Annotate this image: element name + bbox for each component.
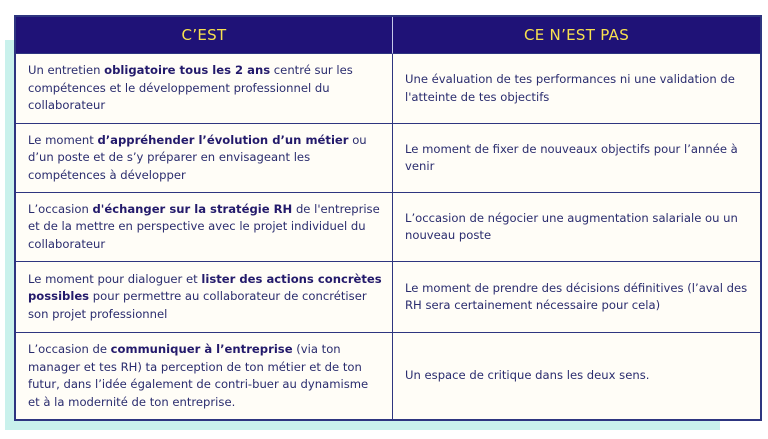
emphasis: communiquer à l’entreprise <box>110 342 293 356</box>
emphasis: d’appréhender l’évolution d’un métier <box>97 132 349 147</box>
comparison-table <box>14 15 762 421</box>
ce-nest-pas-cell-4: Le moment de prendre des décisions définitives (l’aval des RH sera certainement nécessaire pour cela) <box>393 262 760 333</box>
emphasis: d'échanger sur la stratégie RH <box>92 201 293 216</box>
emphasis: obligatoire tous les 2 ans <box>104 63 271 78</box>
cest-cell-1: Un entretien obligatoire tous les 2 ans centré sur les compétences et le développement professionnel du collaborateur <box>16 54 393 124</box>
ce-nest-pas-cell-3: L’occasion de négocier une augmentation salariale ou un nouveau poste <box>393 193 760 262</box>
header-ce-nest-pas: CE N’EST PAS <box>393 17 760 54</box>
ce-nest-pas-cell-2: Le moment de fixer de nouveaux objectifs pour l’année à venir <box>393 124 760 193</box>
cest-cell-2: Le moment d’appréhender l’évolution d’un métier ou d’un poste et de s’y préparer en envisageant les compétences à développer <box>16 124 393 193</box>
emphasis: lister des actions concrètes possibles <box>28 271 382 304</box>
header-cest: C’EST <box>16 17 393 54</box>
cest-cell-5: L’occasion de communiquer à l’entreprise (via ton manager et tes RH) ta perception de ton métier et de ton futur, dans l’idée également de contri-buer au dynamisme et à la modernité de ton entreprise. <box>16 333 393 419</box>
cest-cell-3: L’occasion d'échanger sur la stratégie RH de l'entreprise et de la mettre en perspective avec le projet individuel du collaborateur <box>16 193 393 262</box>
ce-nest-pas-cell-1: Une évaluation de tes performances ni une validation de l'atteinte de tes objectifs <box>393 54 760 124</box>
ce-nest-pas-cell-5: Un espace de critique dans les deux sens. <box>405 368 650 383</box>
cest-cell-4: Le moment pour dialoguer et lister des actions concrètes possibles pour permettre au collaborateur de concrétiser son projet professionnel <box>16 262 393 333</box>
